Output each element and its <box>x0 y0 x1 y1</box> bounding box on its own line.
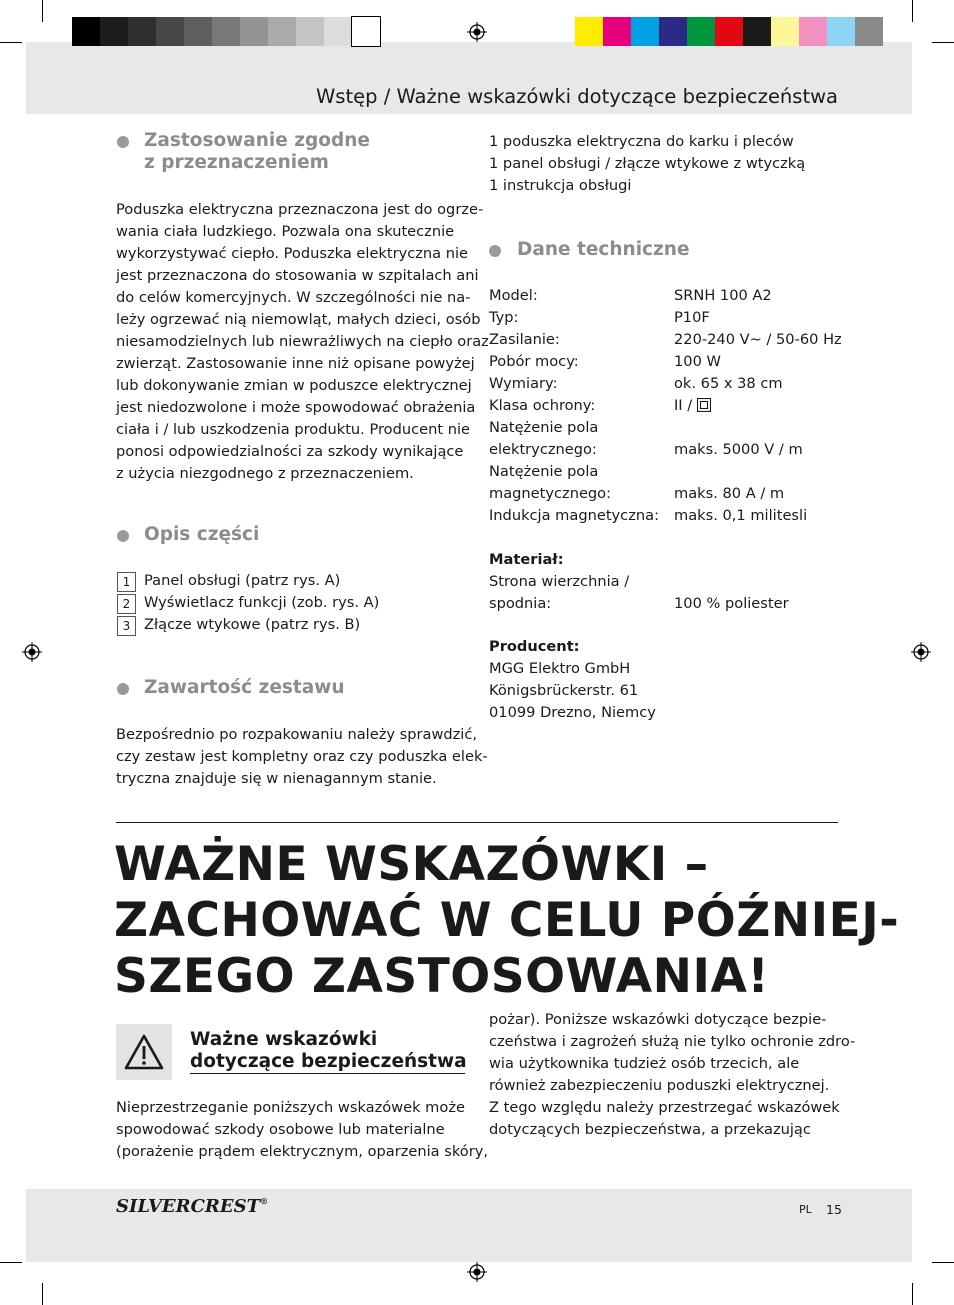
part-label: Złącze wtykowe (patrz rys. B) <box>144 616 361 633</box>
crop-mark <box>912 1283 913 1305</box>
material-value: 100 % poliester <box>674 595 789 612</box>
crop-mark <box>0 42 22 43</box>
spec-label: Indukcja magnetyczna: <box>489 507 659 524</box>
color-swatch <box>827 17 855 46</box>
color-swatch <box>575 17 603 46</box>
part-number-box: 1 <box>117 572 136 592</box>
crop-mark <box>912 0 913 22</box>
contents-text: Bezpośrednio po rozpakowaniu należy sprawdzić, czy zestaw jest kompletny oraz czy poduszka elek- tryczna znajduje się w nienagannym stanie. <box>116 726 488 787</box>
spec-label: Zasilanie: <box>489 331 560 348</box>
color-swatch <box>715 17 743 46</box>
registration-mark-icon <box>911 642 931 662</box>
gray-swatch <box>156 17 184 46</box>
gray-swatch <box>72 17 100 46</box>
color-swatch <box>743 17 771 46</box>
gray-swatch <box>184 17 212 46</box>
page-number: 15 <box>826 1202 842 1217</box>
silvercrest-logo: SILVERCREST® <box>116 1196 268 1217</box>
tech-data-heading: Dane techniczne <box>517 239 690 260</box>
spec-label: Natężenie pola <box>489 463 599 480</box>
intended-use-heading: Zastosowanie zgodne z przeznaczeniem <box>144 130 370 173</box>
safety-heading-underline <box>190 1073 465 1074</box>
crop-mark <box>932 42 954 43</box>
color-swatch <box>659 17 687 46</box>
part-label: Wyświetlacz funkcji (zob. rys. A) <box>144 594 380 611</box>
color-swatch <box>631 17 659 46</box>
spec-label: magnetycznego: <box>489 485 612 502</box>
registration-mark-icon <box>467 1262 487 1282</box>
crop-mark <box>932 1262 954 1263</box>
spec-value: P10F <box>674 309 710 326</box>
spec-label: Model: <box>489 287 538 304</box>
section-bullet <box>117 683 129 695</box>
safety-text-left: Nieprzestrzeganie poniższych wskazówek może spowodować szkody osobowe lub materialne (porażenie prądem elektrycznym, oparzenia skóry, <box>116 1099 488 1160</box>
gray-swatch <box>352 17 380 46</box>
spec-value: ok. 65 x 38 cm <box>674 375 783 392</box>
gray-swatch <box>296 17 324 46</box>
material-label: Strona wierzchnia / <box>489 573 630 590</box>
part-number-box: 3 <box>117 616 136 636</box>
gray-swatch <box>240 17 268 46</box>
section-bullet <box>117 530 129 542</box>
section-divider <box>116 822 838 823</box>
color-swatch <box>687 17 715 46</box>
spec-value: 100 W <box>674 353 721 370</box>
spec-value: maks. 80 A / m <box>674 485 785 502</box>
gray-swatch <box>212 17 240 46</box>
section-bullet <box>117 136 129 148</box>
spec-label: Pobór mocy: <box>489 353 579 370</box>
important-notice-title: WAŻNE WSKAZÓWKI – ZACHOWAĆ W CELU PÓŹNIEJ- SZEGO ZASTOSOWANIA! <box>114 837 900 1004</box>
intended-use-text: Poduszka elektryczna przeznaczona jest do ogrze- wania ciała ludzkiego. Pozwala ona skutecznie wykorzystywać ciepło. Poduszka elektryczna nie jest przeznaczona do stosowania w szpitalach ani do celów komercyjnych. W szczególności nie na- leży ogrzewać nią niemowląt, małych dzieci, osób niesamodzielnych lub niewrażliwych na ciepło oraz zwierząt. Zastosowanie inne niż opisane powyżej lub dokonywanie zmian w poduszce elektrycznej jest niedozwolone i może spowodować obrażenia ciała i / lub uszkodzenia produktu. Producent nie ponosi odpowiedzialności za szkody wynikające z użycia niezgodnego z przeznaczeniem. <box>116 201 489 482</box>
registration-mark-icon <box>22 642 42 662</box>
gray-swatch <box>268 17 296 46</box>
registration-mark-icon <box>467 22 487 42</box>
material-heading: Materiał: <box>489 551 564 568</box>
contents-list: 1 poduszka elektryczna do karku i pleców 1 panel obsługi / złącze wtykowe z wtyczką 1 instrukcja obsługi <box>489 133 806 194</box>
spec-value: II / <box>674 395 711 417</box>
language-code: PL <box>799 1203 812 1216</box>
crop-mark <box>42 0 43 22</box>
spec-label: Wymiary: <box>489 375 558 392</box>
warning-triangle-icon <box>116 1024 172 1080</box>
spec-value: SRNH 100 A2 <box>674 287 772 304</box>
warning-icon-box <box>116 1024 172 1080</box>
section-bullet <box>489 245 501 257</box>
page-header-title: Wstęp / Ważne wskazówki dotyczące bezpieczeństwa <box>316 85 838 108</box>
producer-heading: Producent: <box>489 638 580 655</box>
spec-label: elektrycznego: <box>489 441 597 458</box>
color-swatch <box>855 17 883 46</box>
double-insulation-icon <box>697 398 711 412</box>
gray-swatch <box>128 17 156 46</box>
parts-heading: Opis części <box>144 524 260 545</box>
spec-label: Natężenie pola <box>489 419 599 436</box>
spec-label: Typ: <box>489 309 519 326</box>
producer-line: 01099 Drezno, Niemcy <box>489 704 656 721</box>
gray-swatch <box>324 17 352 46</box>
spec-label: Klasa ochrony: <box>489 397 596 414</box>
material-label: spodnia: <box>489 595 552 612</box>
color-swatch <box>771 17 799 46</box>
crop-mark <box>0 1262 22 1263</box>
part-number-box: 2 <box>117 594 136 614</box>
spec-value: 220-240 V~ / 50-60 Hz <box>674 331 842 348</box>
color-swatch <box>799 17 827 46</box>
safety-heading: Ważne wskazówki dotyczące bezpieczeństwa <box>190 1029 467 1072</box>
spec-value: maks. 5000 V / m <box>674 441 803 458</box>
color-swatch <box>603 17 631 46</box>
contents-heading: Zawartość zestawu <box>144 677 345 698</box>
part-label: Panel obsługi (patrz rys. A) <box>144 572 341 589</box>
producer-line: MGG Elektro GmbH <box>489 660 631 677</box>
safety-text-right: pożar). Poniższe wskazówki dotyczące bezpie- czeństwa i zagrożeń służą nie tylko ochronie zdro- wia użytkownika tudzież osób trzecich, ale również zabezpieczeniu poduszki elektrycznej. Z tego względu należy przestrzegać wskazówek dotyczących bezpieczeństwa, a przekazując <box>489 1011 856 1138</box>
spec-value: maks. 0,1 militesli <box>674 507 808 524</box>
producer-line: Königsbrückerstr. 61 <box>489 682 639 699</box>
crop-mark <box>42 1283 43 1305</box>
gray-swatch <box>100 17 128 46</box>
